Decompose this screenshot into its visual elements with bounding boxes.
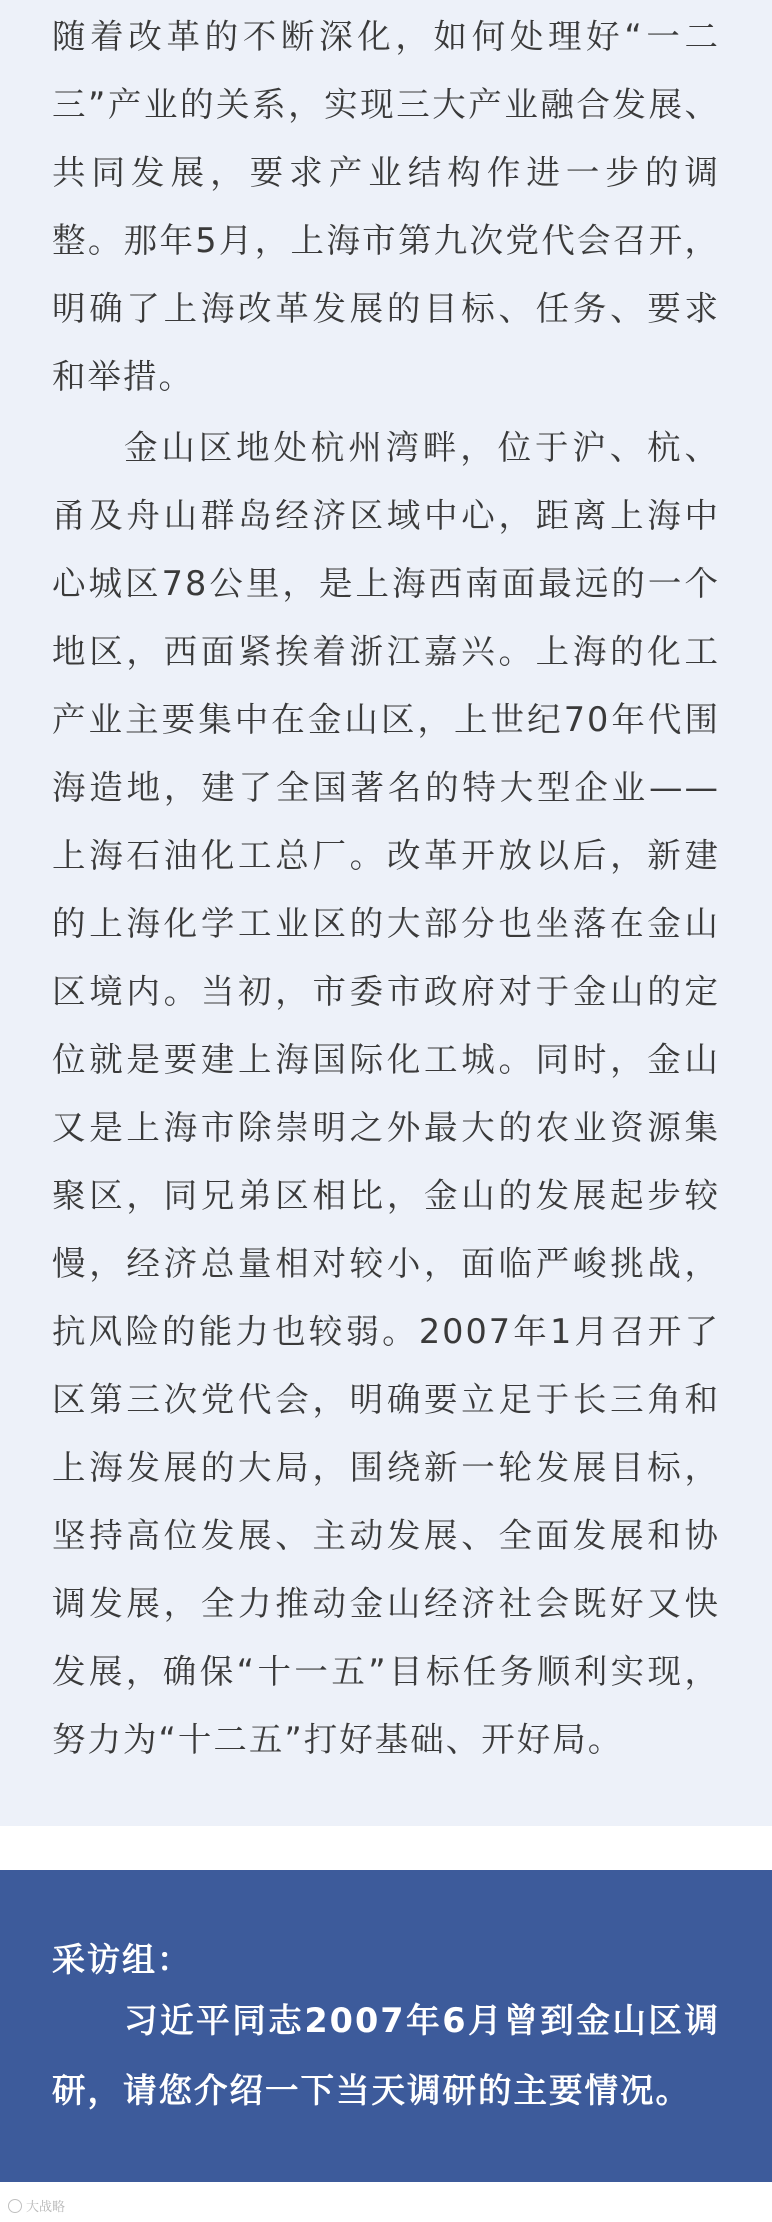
answer-paragraph-2: 金山区地处杭州湾畔，位于沪、杭、甬及舟山群岛经济区域中心，距离上海中心城区78公里，是上海西南面最远的一个地区，西面紧挨着浙江嘉兴。上海的化工产业主要集中在金山区，上世纪70年代围海造地，建了全国著名的特大型企业——上海石油化工总厂。改革开放以后，新建的上海化学工业区的大部分也坐落在金山区境内。当初，市委市政府对于金山的定位就是要建上海国际化工城。同时，金山又是上海市除崇明之外最大的农业资源集聚区，同兄弟区相比，金山的发展起步较慢，经济总量相对较小，面临严峻挑战，抗风险的能力也较弱。2007年1月召开了区第三次党代会，明确要立足于长三角和上海发展的大局，围绕新一轮发展目标，坚持高位发展、主动发展、全面发展和协调发展，全力推动金山经济社会既好又快发展，确保“十一五”目标任务顺利实现，努力为“十二五”打好基础、开好局。 [52, 428, 720, 1759]
question-section [0, 1870, 772, 2182]
question-label: 采访组： [52, 1940, 192, 1979]
question-text: 习近平同志2007年6月曾到金山区调研，请您介绍一下当天调研的主要情况。 [52, 2001, 720, 2110]
answer-text [52, 0, 720, 1774]
watermark [8, 2196, 65, 2215]
answer-paragraph-1: 随着改革的不断深化，如何处理好“一二三”产业的关系，实现三大产业融合发展、共同发展，要求产业结构作进一步的调整。那年5月，上海市第九次党代会召开，明确了上海改革发展的目标、任务、要求和举措。 [52, 17, 720, 396]
weibo-logo-icon [8, 2199, 22, 2213]
watermark-text: 大战略 [26, 2200, 66, 2215]
